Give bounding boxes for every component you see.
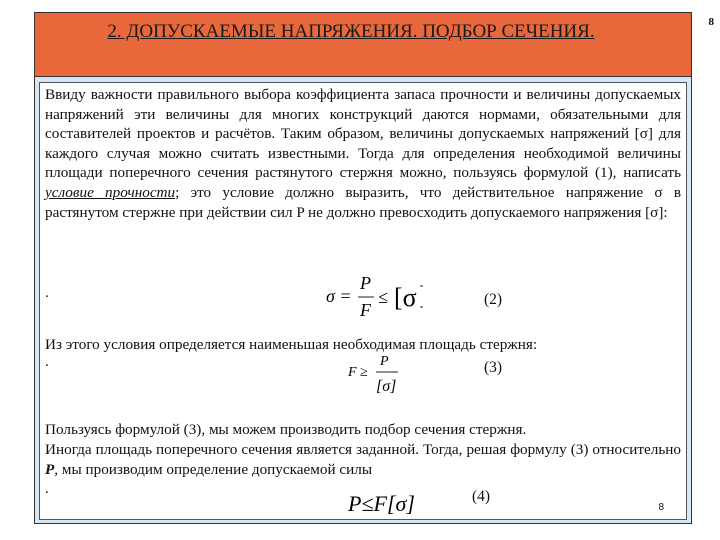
paragraph-3	[45, 440, 681, 479]
force-symbol: P	[45, 460, 55, 478]
formula-4-number: (4)	[472, 488, 491, 505]
formula-3-denominator: [σ]	[376, 378, 397, 395]
paragraph-1	[45, 85, 681, 222]
paragraph-3-line-1: Пользуясь формулой (3), мы можем производить подбор сечения стержня.	[45, 421, 527, 438]
formula-3-lhs: F ≥	[348, 365, 368, 380]
paragraph-2: Из этого условия определяется наименьшая необходимая площадь стержня:	[45, 336, 538, 353]
formula-4	[346, 489, 446, 519]
paragraph-3-text-b: , мы производим определение допускаемой силы	[54, 460, 373, 478]
title-banner	[35, 13, 691, 77]
formula-4-text: P≤F[σ]	[348, 491, 415, 516]
formula-3	[346, 351, 416, 399]
formula-4-dot: .	[45, 481, 49, 497]
paragraph-1-text-b: ; это условие должно выразить, что действительное напряжение σ в растянутом стержне при действии сил P не должно превосходить допускаемого напряжения [σ]:	[45, 183, 681, 221]
content-panel	[39, 82, 687, 520]
formula-2-rhs: [σ	[394, 283, 417, 312]
paragraph-3-text-a: Иногда площадь поперечного сечения является заданной. Тогда, решая формулу (3) относительно	[45, 441, 681, 458]
slide-number: 8	[708, 16, 714, 28]
formula-3-numerator: P	[380, 354, 389, 369]
strength-condition-term: условие прочности	[45, 183, 176, 201]
formula-2-denominator: F	[360, 300, 371, 320]
formula-2-relation: ≤	[378, 287, 388, 307]
formula-3-number: (3)	[484, 359, 503, 376]
formula-2-lhs: σ =	[326, 286, 352, 306]
formula-2	[324, 269, 434, 325]
slide-title: 2. ДОПУСКАЕМЫЕ НАПРЯЖЕНИЯ. ПОДБОР СЕЧЕНИЯ.	[107, 21, 595, 42]
inner-page-number: 8	[658, 502, 664, 513]
formula-2-dot: .	[45, 285, 49, 301]
formula-2-number: (2)	[484, 291, 503, 308]
formula-2-numerator: P	[360, 273, 371, 293]
paragraph-1-text-a: Ввиду важности правильного выбора коэффициента запаса прочности и величины допускаемых напряжений эти величины для многих конструкций даются нормами, обязательными для составителей проектов и расчётов. Таким образом, величины допускаемых напряжений [σ] для каждого случая можно считать известными. Тогда для определения необходимой величины площади поперечного сечения растянутого стержня можно, пользуясь формулой (1), написать	[45, 86, 681, 182]
slide-frame	[34, 12, 692, 524]
formula-3-dot: .	[45, 354, 49, 370]
